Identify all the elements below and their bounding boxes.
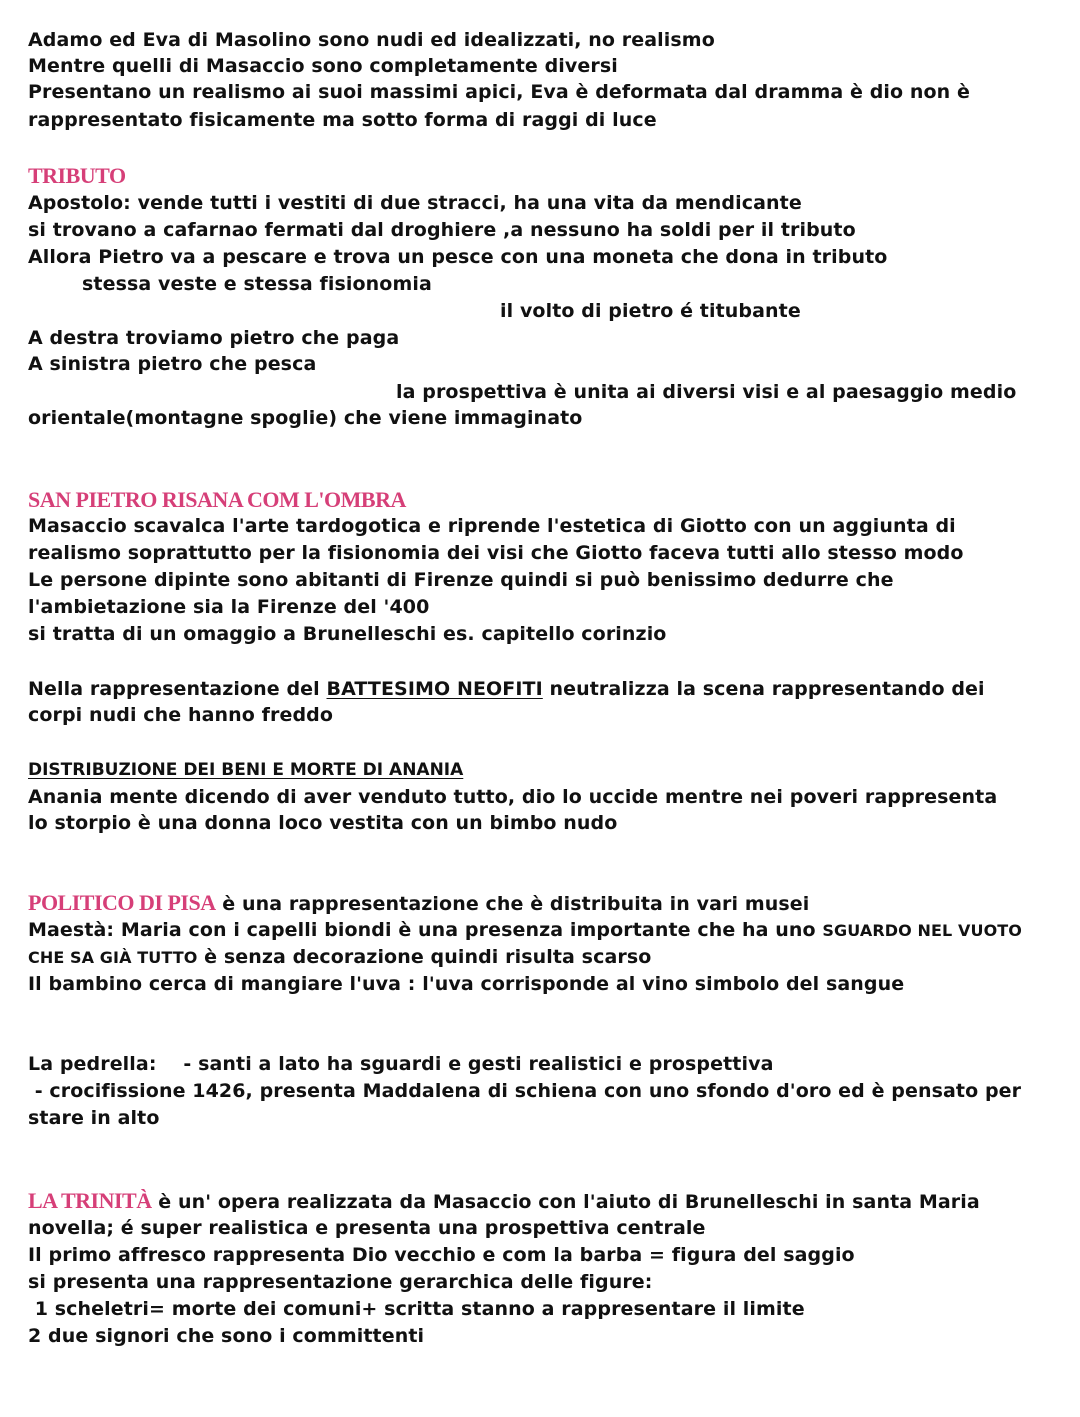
- tributo-line: la prospettiva è unita ai diversi visi e al paesaggio medio: [396, 381, 1017, 403]
- tributo-line: A destra troviamo pietro che paga: [28, 327, 400, 349]
- intro-line: rappresentato fisicamente ma sotto forma di raggi di luce: [28, 109, 657, 131]
- san-pietro-line: si tratta di un omaggio a Brunelleschi es. capitello corinzio: [28, 623, 667, 645]
- battesimo-title: BATTESIMO NEOFITI: [326, 678, 543, 700]
- san-pietro-line: l'ambietazione sia la Firenze del '400: [28, 596, 430, 618]
- predella-line: stare in alto: [28, 1107, 160, 1129]
- trinita-intro: è un' opera realizzata da Masaccio con l'aiuto di Brunelleschi in santa Maria: [151, 1191, 980, 1213]
- trinita-line: si presenta una rappresentazione gerarchica delle figure:: [28, 1271, 653, 1293]
- trinita-line: [28, 1188, 980, 1215]
- battesimo-suffix: neutralizza la scena rappresentando dei: [542, 678, 985, 700]
- trinita-line: 1 scheletri= morte dei comuni+ scritta stanno a rappresentare il limite: [28, 1298, 805, 1320]
- san-pietro-line: Masaccio scavalca l'arte tardogotica e riprende l'estetica di Giotto con un aggiunta di: [28, 515, 956, 537]
- anania-line: Anania mente dicendo di aver venduto tutto, dio lo uccide mentre nei poveri rappresenta: [28, 786, 998, 808]
- tributo-line: Allora Pietro va a pescare e trova un pesce con una moneta che dona in tributo: [28, 246, 888, 268]
- san-pietro-line: Le persone dipinte sono abitanti di Firenze quindi si può benissimo dedurre che: [28, 569, 894, 591]
- tributo-line: A sinistra pietro che pesca: [28, 353, 317, 375]
- politico-caps: SGUARDO NEL VUOTO: [822, 921, 1022, 940]
- battesimo-line: corpi nudi che hanno freddo: [28, 704, 334, 726]
- san-pietro-line: realismo soprattutto per la fisionomia dei visi che Giotto faceva tutti allo stesso modo: [28, 542, 964, 564]
- intro-line: Mentre quelli di Masaccio sono completamente diversi: [28, 55, 618, 77]
- politico-line: Il bambino cerca di mangiare l'uva : l'uva corrisponde al vino simbolo del sangue: [28, 973, 905, 995]
- politico-line: [28, 944, 651, 971]
- tributo-line: Apostolo: vende tutti i vestiti di due stracci, ha una vita da mendicante: [28, 192, 802, 214]
- intro-line: Presentano un realismo ai suoi massimi apici, Eva è deformata dal dramma è dio non è: [28, 81, 971, 103]
- predella-line: - crocifissione 1426, presenta Maddalena di schiena con uno sfondo d'oro ed è pensato per: [28, 1080, 1022, 1102]
- heading-trinita: LA TRINITÀ: [28, 1188, 152, 1213]
- heading-politico: POLITICO DI PISA: [28, 890, 216, 915]
- trinita-line: 2 due signori che sono i committenti: [28, 1325, 425, 1347]
- heading-san-pietro: SAN PIETRO RISANA COM L'OMBRA: [28, 487, 406, 512]
- politico-caps: CHE SA GIÀ TUTTO: [28, 948, 198, 967]
- trinita-line: Il primo affresco rappresenta Dio vecchio e com la barba = figura del saggio: [28, 1244, 855, 1266]
- anania-line: lo storpio è una donna loco vestita con un bimbo nudo: [28, 812, 618, 834]
- tributo-line: orientale(montagne spoglie) che viene immaginato: [28, 407, 583, 429]
- battesimo-line: [28, 676, 985, 702]
- tributo-line: stessa veste e stessa fisionomia: [82, 273, 432, 295]
- politico-line: [28, 890, 809, 917]
- heading-tributo: TRIBUTO: [28, 163, 126, 188]
- politico-text: Maestà: Maria con i capelli biondi è una presenza importante che ha uno: [28, 919, 823, 941]
- intro-line: Adamo ed Eva di Masolino sono nudi ed idealizzati, no realismo: [28, 29, 715, 51]
- politico-text: è senza decorazione quindi risulta scarso: [197, 946, 652, 968]
- trinita-line: novella; é super realistica e presenta una prospettiva centrale: [28, 1217, 706, 1239]
- predella-line: La pedrella: - santi a lato ha sguardi e gesti realistici e prospettiva: [28, 1053, 774, 1075]
- battesimo-prefix: Nella rappresentazione del: [28, 678, 327, 700]
- tributo-line: si trovano a cafarnao fermati dal droghiere ,a nessuno ha soldi per il tributo: [28, 219, 856, 241]
- tributo-line: il volto di pietro é titubante: [500, 300, 801, 322]
- politico-line: [28, 917, 1022, 944]
- politico-intro: è una rappresentazione che è distribuita in vari musei: [215, 893, 810, 915]
- heading-anania: DISTRIBUZIONE DEI BENI E MORTE DI ANANIA: [28, 760, 464, 780]
